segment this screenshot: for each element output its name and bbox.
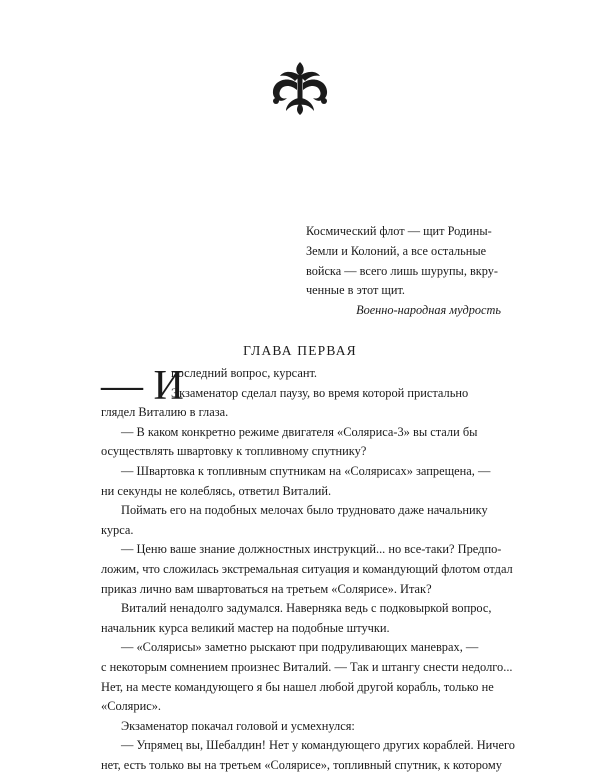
text-line: ни секунды не колеблясь, ответил Виталий. xyxy=(101,483,332,498)
epigraph-line: ченные в этот щит. xyxy=(306,283,405,298)
text-line: начальник курса великий мастер на подобные штучки. xyxy=(101,620,390,635)
dropcap: — И xyxy=(101,363,184,409)
text-line: — «Солярисы» заметно рыскают при подруливающих маневрах, — xyxy=(121,640,479,655)
fleuron-ornament-icon xyxy=(270,60,330,116)
text-line-content: последний вопрос, курсант. xyxy=(171,366,318,380)
chapter-title: ГЛАВА ПЕРВАЯ xyxy=(243,343,357,358)
text-line: курса. xyxy=(101,522,134,537)
text-line: Экзаменатор сделал паузу, во время которой пристально xyxy=(171,385,469,400)
chapter-body xyxy=(101,363,515,775)
text-line: ложим, что сложилась экстремальная ситуация и командующий флотом отдал xyxy=(101,561,513,576)
text-line: нет, есть только вы на третьем «Солярисе», топливный спутник, к которому xyxy=(101,757,502,772)
text-line: с некоторым сомнением произнес Виталий. — Так и штангу снести недолго... xyxy=(101,659,513,674)
epigraph-line: войска — всего лишь шурупы, вкру- xyxy=(306,263,498,278)
epigraph xyxy=(306,222,501,321)
text-line: Виталий ненадолго задумался. Наверняка ведь с подковыркой вопрос, xyxy=(121,601,492,616)
text-line: — Упрямец вы, Шебалдин! Нет у командующего других кораблей. Ничего xyxy=(121,738,515,753)
text-line: Нет, на месте командующего я бы нашел любой другой корабль, только не xyxy=(101,679,494,694)
text-line: осуществлять швартовку к топливному спутнику? xyxy=(101,444,367,459)
text-line: Экзаменатор покачал головой и усмехнулся: xyxy=(121,718,355,733)
text-line: «Солярис». xyxy=(101,699,161,714)
epigraph-line: Космический флот — щит Родины- xyxy=(306,224,492,238)
text-line: приказ лично вам швартоваться на третьем «Солярисе». Итак? xyxy=(101,581,432,596)
text-line: Поймать его на подобных мелочах было трудновато даже начальнику xyxy=(121,503,488,518)
epigraph-line: Земли и Колоний, а все остальные xyxy=(306,243,487,258)
text-line: — Ценю ваше знание должностных инструкций... но все-таки? Предпо- xyxy=(121,542,502,557)
text-line: — В каком конкретно режиме двигателя «Соляриса-3» вы стали бы xyxy=(121,424,478,439)
epigraph-source: Военно-народная мудрость xyxy=(356,303,501,318)
text-line: — Швартовка к топливным спутникам на «Солярисах» запрещена, — xyxy=(121,463,491,478)
text-line: глядел Виталию в глаза. xyxy=(101,405,229,420)
